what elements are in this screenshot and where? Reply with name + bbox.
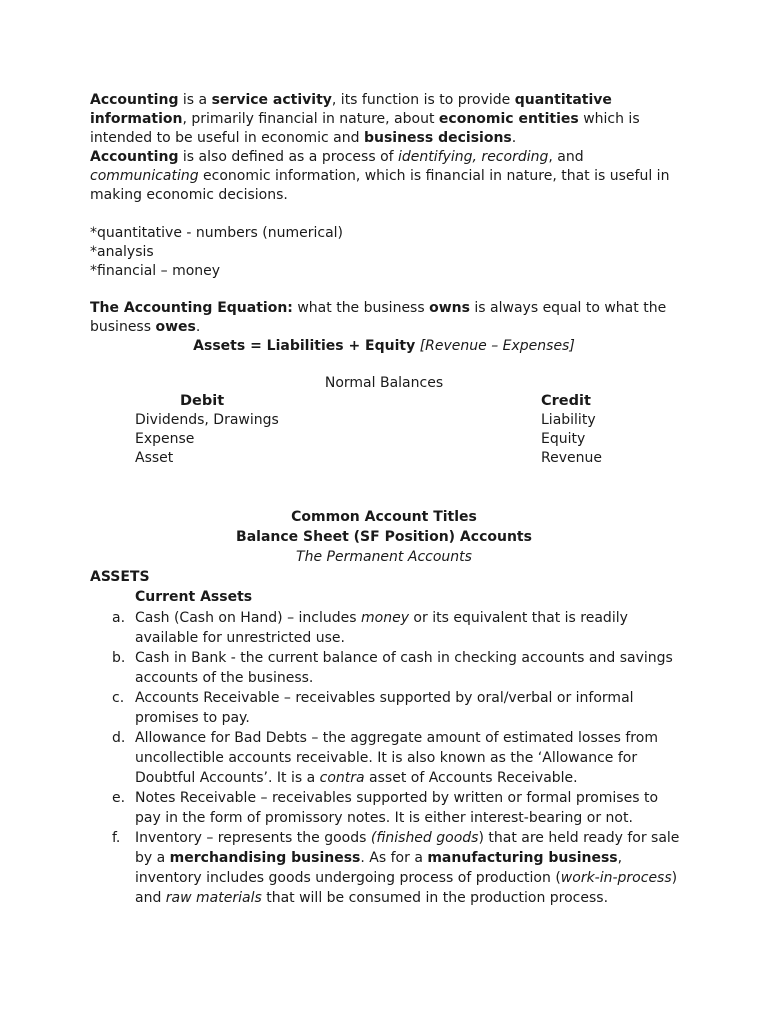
intro-paragraph-1: Accounting is a service activity, its function is to provide quantitative information, primarily financial in nature, about economic entities which is intended to be useful in economic and business decisions.	[90, 92, 640, 146]
list-item: c. Accounts Receivable – receivables supported by oral/verbal or informal promises to pay.	[112, 690, 634, 726]
list-item: a. Cash (Cash on Hand) – includes money or its equivalent that is readily available for unrestricted use.	[112, 610, 628, 646]
credit-header: Credit	[541, 393, 591, 409]
note-item: *analysis	[90, 243, 154, 260]
normal-balances-title: Normal Balances	[324, 375, 444, 391]
assets-heading: ASSETS	[90, 569, 150, 585]
notes-list	[90, 224, 690, 280]
credit-item: Liability	[541, 412, 596, 428]
current-assets-heading: Current Assets	[135, 589, 253, 605]
balance-sheet-heading: Balance Sheet (SF Position) Accounts	[236, 529, 532, 545]
common-account-titles-heading: Common Account Titles	[291, 509, 477, 525]
permanent-accounts-caption: The Permanent Accounts	[296, 549, 472, 565]
credit-items	[541, 411, 602, 467]
debit-item: Dividends, Drawings	[135, 412, 279, 428]
note-item: *financial – money	[90, 262, 221, 279]
note-item: *quantitative - numbers (numerical)	[90, 225, 344, 241]
credit-item: Equity	[541, 430, 586, 447]
list-item: f. Inventory – represents the goods (finished goods) that are held ready for sale by a merchandising business. As for a manufacturing business, inventory includes goods undergoing process of production (work-in-process) and raw materials that will be consumed in the production process.	[112, 830, 680, 906]
credit-item: Revenue	[541, 449, 602, 466]
debit-item: Asset	[135, 449, 174, 466]
debit-items	[135, 411, 279, 467]
list-item: e. Notes Receivable – receivables supported by written or formal promises to pay in the form of promissory notes. It is either interest-bearing or not.	[112, 790, 659, 826]
list-item: b. Cash in Bank - the current balance of cash in checking accounts and savings accounts of the business.	[112, 650, 673, 686]
current-assets-list	[90, 608, 688, 908]
accounting-equation-paragraph: The Accounting Equation: what the business owns is always equal to what the business owes.	[90, 300, 667, 335]
debit-header: Debit	[180, 393, 225, 409]
list-item: d. Allowance for Bad Debts – the aggregate amount of estimated losses from uncollectible accounts receivable. It is also known as the ‘Allowance for Doubtful Accounts’. It is a contra asset of Accounts Receivable.	[112, 730, 658, 786]
intro-paragraph-2: Accounting is also defined as a process of identifying, recording, and communicating economic information, which is financial in nature, that is useful in making economic decisions.	[90, 149, 670, 203]
equation-formula: Assets = Liabilities + Equity [Revenue – Expenses]	[193, 338, 575, 354]
debit-item: Expense	[135, 430, 195, 447]
